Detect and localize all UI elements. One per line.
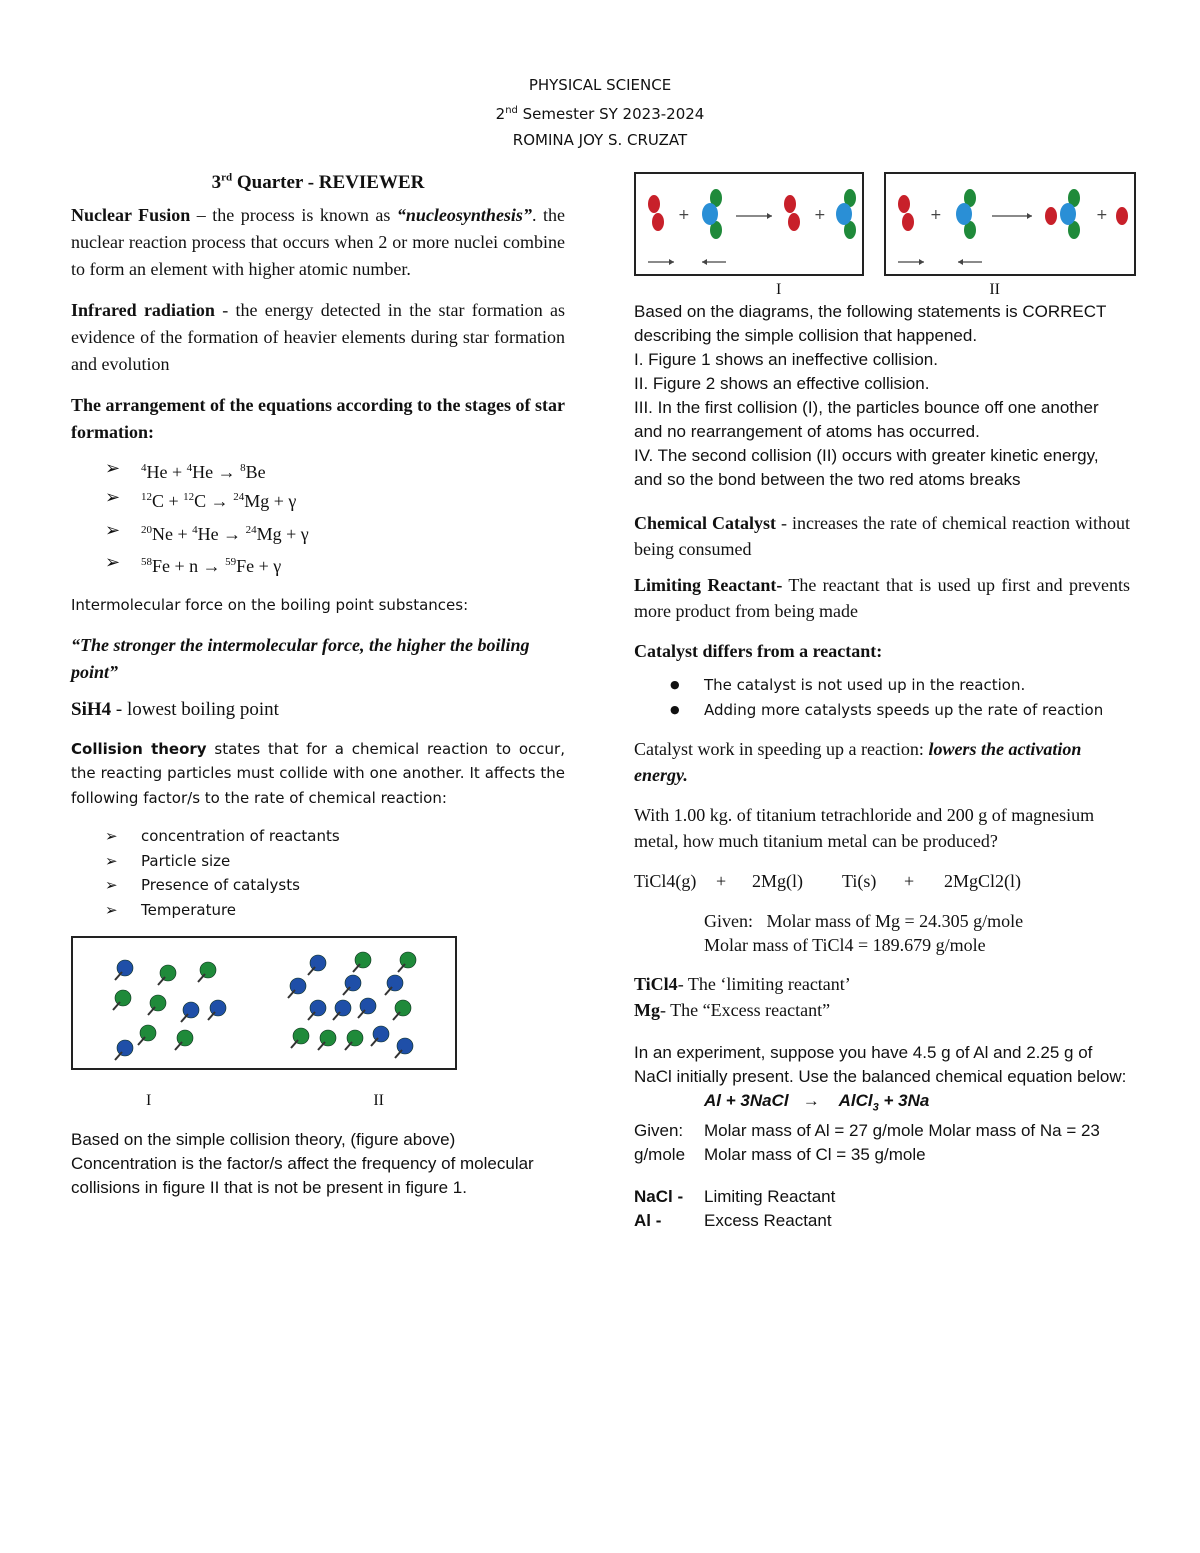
differs-heading: Catalyst differs from a reactant:: [634, 641, 883, 661]
aluminum-equation: Al + 3NaCl → AlCl$_3$ + 3Na: [704, 1091, 930, 1114]
infrared-definition: Infrared radiation - the energy detected in the star formation as evidence of the formation of heavier elements during star formation and evolution: [71, 300, 566, 375]
differs-list: [670, 673, 1130, 722]
subject-title: PHYSICAL SCIENCE: [528, 76, 672, 94]
quarter-title: 3rd Quarter - REVIEWER: [211, 172, 425, 194]
star-equation: ➢ $^{58}$Fe + n → $^{59}$Fe + γ: [105, 550, 565, 579]
atom: [702, 203, 718, 225]
particle-collision-figure: [71, 936, 457, 1070]
imf-heading: Intermolecular force on the boiling point substances:: [71, 596, 469, 615]
atom: [652, 213, 664, 231]
collision-diagram-2: [886, 174, 1134, 274]
catalyst-definition: Chemical Catalyst - increases the rate of chemical reaction without being consumed: [634, 513, 1130, 559]
motion-mark: [158, 977, 165, 985]
plus-sign: +: [678, 207, 690, 223]
motion-mark: [291, 1040, 298, 1048]
statements-intro: Based on the diagrams, the following statements is CORRECT describing the simple collision that happened.: [634, 302, 1107, 345]
atom: [784, 195, 796, 213]
motion-mark: [208, 1012, 215, 1020]
collision-label-1: I: [776, 281, 782, 298]
arrow-head: [919, 259, 924, 265]
arrow-head: [669, 259, 674, 265]
plus-sign: +: [1096, 207, 1108, 223]
motion-mark: [288, 990, 295, 998]
collision-conclusion: Based on the simple collision theory, (figure above) Concentration is the factor/s affect the frequency of molecular collisions in figure II that is not be present in figure 1.: [71, 1130, 534, 1198]
collision-figure-labels: [634, 280, 1130, 300]
document-header: [0, 72, 1200, 153]
motion-mark: [115, 1052, 122, 1060]
left-column: [71, 172, 565, 1200]
atom: [788, 213, 800, 231]
motion-mark: [318, 1042, 325, 1050]
star-equations-list: [105, 456, 565, 579]
answer-2: NaCl - Limiting Reactant Al - Excess Reactant: [634, 1187, 836, 1231]
factor-item: ➢ Presence of catalysts: [105, 873, 565, 898]
figure-label-2: II: [373, 1092, 384, 1110]
factor-item: ➢ concentration of reactants: [105, 824, 565, 849]
nuclear-fusion-definition: Nuclear Fusion – the process is known as “nucleosynthesis”. the nuclear reaction process that occurs when 2 or more nuclei combine to form an element with higher atomic number.: [71, 205, 565, 280]
motion-mark: [371, 1038, 378, 1046]
motion-mark: [345, 1042, 352, 1050]
factor-item: ➢ Temperature: [105, 898, 565, 923]
statement-item: III. In the first collision (I), the particles bounce off one another and no rearrangement of atoms has occurred.: [634, 398, 1099, 441]
plus-sign: +: [930, 207, 942, 223]
star-equation: ➢ $^{12}$C + $^{12}$C → $^{24}$Mg + γ: [105, 485, 565, 514]
limiting-definition: Limiting Reactant- The reactant that is used up first and prevents more product from being made: [634, 575, 1130, 621]
atom: [1116, 207, 1128, 225]
motion-mark: [343, 987, 350, 995]
atom: [898, 195, 910, 213]
collision-label-2: II: [989, 281, 1000, 298]
statement-item: II. Figure 2 shows an effective collision.: [634, 374, 930, 393]
atom: [648, 195, 660, 213]
atom: [1045, 207, 1057, 225]
figure-label-1: I: [146, 1092, 152, 1110]
right-column: [634, 172, 1130, 1233]
differs-item: ● Adding more catalysts speeds up the rate of reaction: [670, 698, 1130, 723]
motion-mark: [353, 964, 360, 972]
author-name: ROMINA JOY S. CRUZAT: [512, 131, 688, 149]
motion-mark: [308, 1012, 315, 1020]
atom: [902, 213, 914, 231]
atom: [836, 203, 852, 225]
collision-figure-1: [634, 172, 864, 276]
atom: [956, 203, 972, 225]
figure-labels: [71, 1092, 565, 1110]
titanium-equation: TiCl4(g) + 2Mg(l) Ti(s) + 2MgCl2(l): [634, 871, 1022, 891]
plus-sign: +: [814, 207, 826, 223]
motion-mark: [198, 974, 205, 982]
catalyst-work: Catalyst work in speeding up a reaction: lowers the activation energy.: [634, 739, 1082, 785]
statement-item: IV. The second collision (II) occurs with greater kinetic energy, and so the bond between the two red atoms breaks: [634, 446, 1099, 489]
motion-mark: [115, 972, 122, 980]
motion-mark: [113, 1002, 120, 1010]
problem-2: In an experiment, suppose you have 4.5 g of Al and 2.25 g of NaCl initially present. Use the balanced chemical equation below:: [634, 1043, 1127, 1086]
motion-mark: [138, 1037, 145, 1045]
factor-item: ➢ Particle size: [105, 849, 565, 874]
collision-diagram-1: [636, 174, 862, 274]
answer-1: TiCl4- The ‘limiting reactant’ Mg- The “Excess reactant”: [634, 974, 851, 1020]
arrow-head: [1027, 213, 1032, 219]
differs-item: ● The catalyst is not used up in the reaction.: [670, 673, 1130, 698]
motion-mark: [395, 1050, 402, 1058]
atom-collision-figures: [634, 172, 1130, 276]
collision-theory: Collision theory states that for a chemical reaction to occur, the reacting particles must collide with one another. It affects the following factor/s to the rate of chemical reaction:: [71, 739, 565, 807]
arrow-head: [958, 259, 963, 265]
particle-diagram: [73, 938, 455, 1068]
motion-mark: [358, 1010, 365, 1018]
given-2: Given: Molar mass of Al = 27 g/mole Molar mass of Na = 23 g/mole Molar mass of Cl = 35 g/mole: [634, 1121, 1100, 1165]
star-equation: ➢ $^4$He + $^4$He → $^8$Be: [105, 456, 565, 485]
star-equation: ➢ $^{20}$Ne + $^4$He → $^{24}$Mg + γ: [105, 514, 565, 550]
semester-line: 2nd Semester SY 2023-2024: [495, 105, 705, 123]
problem-1: With 1.00 kg. of titanium tetrachloride and 200 g of magnesium metal, how much titanium metal can be produced?: [634, 805, 1095, 851]
atom: [1060, 203, 1076, 225]
statement-item: I. Figure 1 shows an ineffective collision.: [634, 350, 938, 369]
arrow-head: [767, 213, 772, 219]
statement-list: [634, 348, 1130, 492]
motion-mark: [333, 1012, 340, 1020]
imf-quote: “The stronger the intermolecular force, the higher the boiling point”: [71, 634, 530, 682]
given-1: Given: Molar mass of Mg = 24.305 g/mole Molar mass of TiCl4 = 189.679 g/mole: [704, 911, 1024, 955]
motion-mark: [181, 1014, 188, 1022]
arrangement-heading: The arrangement of the equations according to the stages of star formation:: [71, 395, 565, 443]
arrow-head: [702, 259, 707, 265]
motion-mark: [308, 967, 315, 975]
collision-figure-2: [884, 172, 1136, 276]
motion-mark: [393, 1012, 400, 1020]
motion-mark: [148, 1007, 155, 1015]
motion-mark: [398, 964, 405, 972]
motion-mark: [175, 1042, 182, 1050]
factor-list: [105, 824, 565, 922]
motion-mark: [385, 987, 392, 995]
sih4-line: SiH4 - lowest boiling point: [71, 698, 279, 720]
